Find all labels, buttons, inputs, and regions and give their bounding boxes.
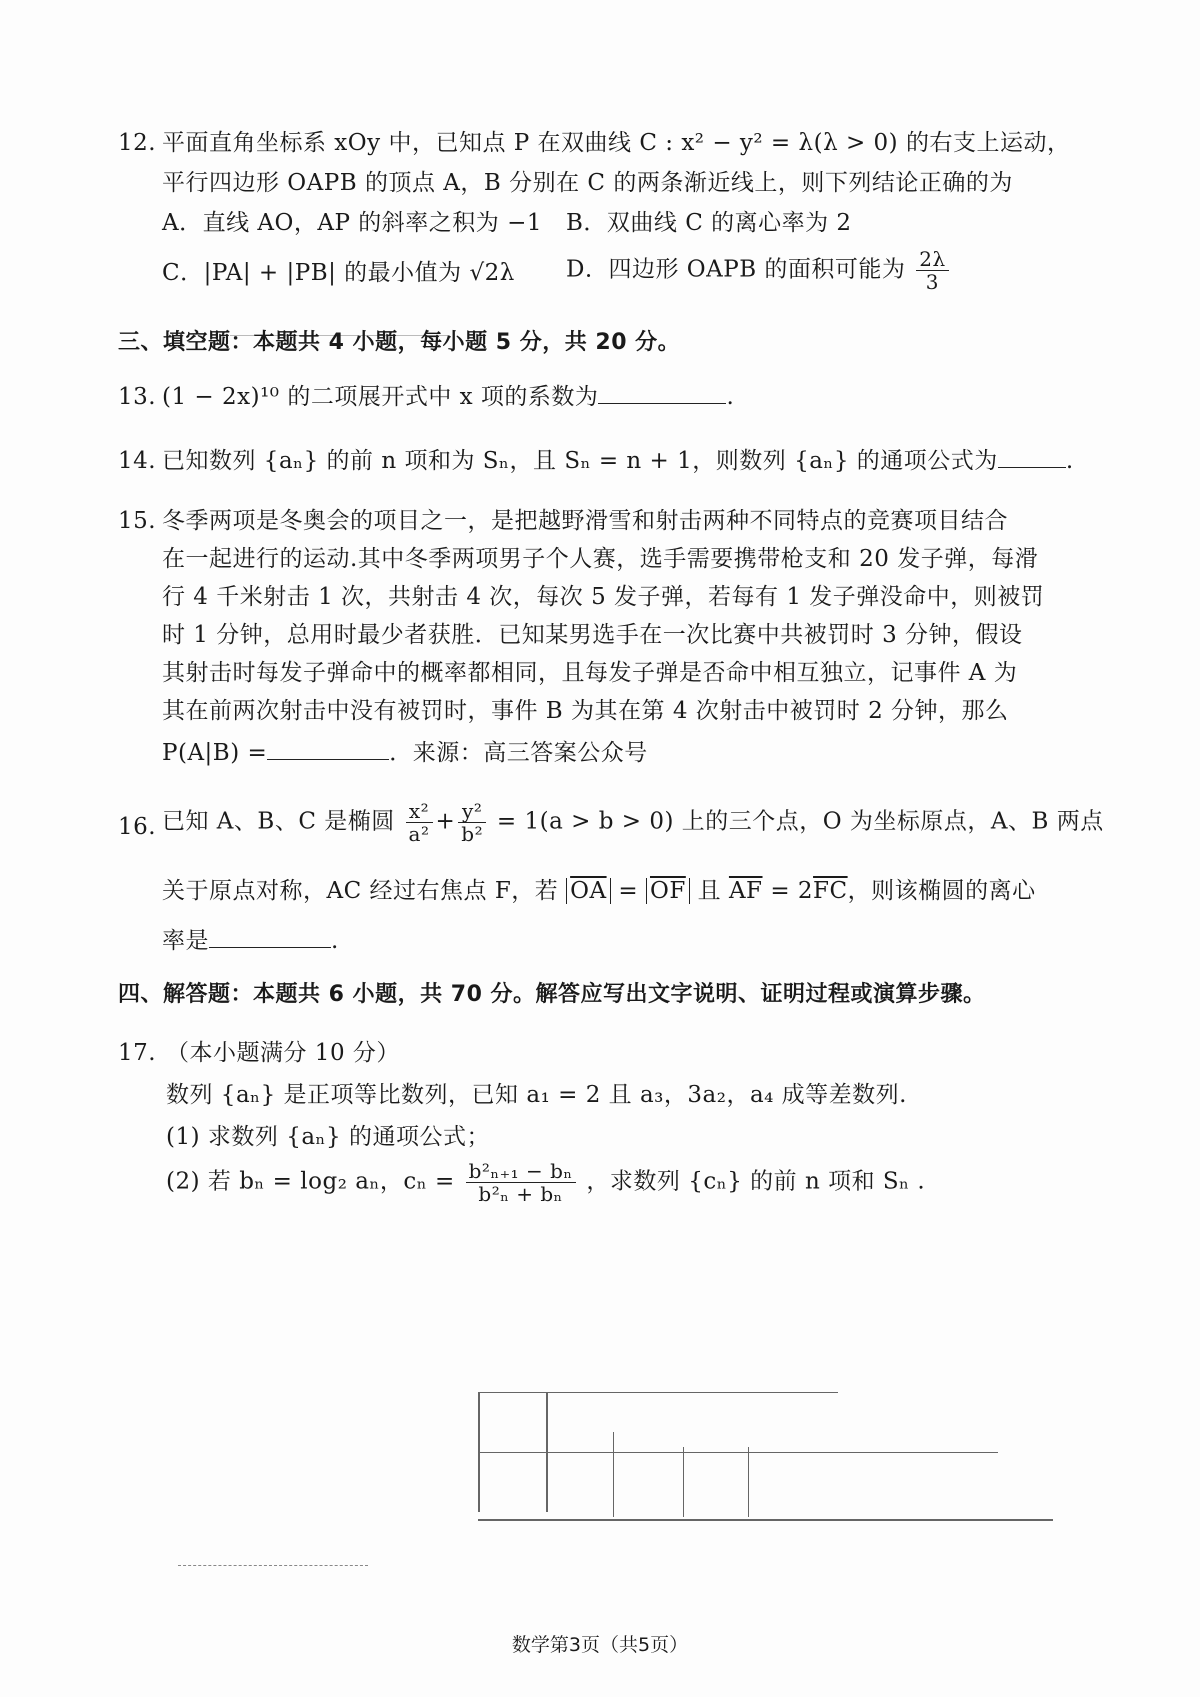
vector-af: $\overline{AF}$ <box>728 878 763 904</box>
q16-text-f: ，则该椭圆的离心 <box>847 878 1036 904</box>
q15-source-note: ．来源：高三答案公众号 <box>389 740 648 766</box>
ellipse-y-fraction <box>458 800 486 845</box>
q17-number: 17. <box>118 1040 157 1066</box>
q15-probability: P(A|B) = <box>162 740 268 766</box>
fraction-numerator: y² <box>458 800 486 823</box>
equals-sign: = <box>618 878 639 904</box>
answer-blank <box>267 758 389 760</box>
q15-line1: 冬季两项是冬奥会的项目之一，是把越野滑雪和射击两种不同特点的竞赛项目结合 <box>162 508 1008 534</box>
fraction-numerator: b²ₙ₊₁ − bₙ <box>466 1160 576 1183</box>
q15-line7 <box>162 738 648 768</box>
q17-part2 <box>166 1160 925 1205</box>
q16-text-e: = 2 <box>770 878 814 904</box>
q12-number: 12. <box>118 130 157 156</box>
q12-line2: 平行四边形 OAPB 的顶点 A，B 分别在 C 的两条渐近线上，则下列结论正确的为 <box>162 170 1013 196</box>
vector-of: $\overline{OF}$ <box>649 878 686 904</box>
q12-option-b: B．双曲线 C 的离心率为 2 <box>566 210 852 236</box>
q16-number: 16. <box>118 814 157 840</box>
q14-line <box>162 446 1074 476</box>
answer-blank <box>998 466 1066 468</box>
plus-sign: + <box>435 808 456 835</box>
q16-text-b: = 1(a > b > 0) 上的三个点，O 为坐标原点，A、B 两点 <box>496 808 1104 835</box>
section-4-heading: 四、解答题：本题共 6 小题，共 70 分。解答应写出文字说明、证明过程或演算步骤。 <box>118 982 986 1007</box>
vector-of-magnitude <box>646 878 690 904</box>
dashed-rule <box>178 1565 368 1566</box>
q12-option-d-text: D．四边形 OAPB 的面积可能为 <box>566 256 906 283</box>
q13-end: . <box>726 384 735 410</box>
q17-stem: 数列 {aₙ} 是正项等比数列，已知 a₁ = 2 且 a₃，3a₂，a₄ 成等差数列. <box>166 1082 907 1108</box>
q16-line1 <box>162 800 1104 845</box>
q16-line3 <box>162 926 339 956</box>
q15-line4: 时 1 分钟，总用时最少者获胜．已知某男选手在一次比赛中共被罚时 3 分钟，假设 <box>162 622 1023 648</box>
q15-line6: 其在前两次射击中没有被罚时，事件 B 为其在第 4 次射击中被罚时 2 分钟，那么 <box>162 698 1009 724</box>
cn-fraction <box>466 1160 576 1205</box>
q13-line <box>162 382 734 412</box>
q14-number: 14. <box>118 448 157 474</box>
q16-text-a: 已知 A、B、C 是椭圆 <box>162 808 395 835</box>
answer-blank <box>209 946 331 948</box>
q12-option-c: C．|PA| + |PB| 的最小值为 √2λ <box>162 260 515 286</box>
score-table-grid <box>478 1392 1053 1527</box>
q15-number: 15. <box>118 508 157 534</box>
q13-text: (1 − 2x)¹⁰ 的二项展开式中 x 项的系数为 <box>162 384 599 410</box>
q17-part1: (1) 求数列 {aₙ} 的通项公式； <box>166 1124 490 1150</box>
fraction-numerator: x² <box>406 800 433 823</box>
q17-part2-text-b: ，求数列 {cₙ} 的前 n 项和 Sₙ . <box>586 1168 926 1195</box>
ellipse-x-fraction <box>406 800 433 845</box>
fraction-denominator: b² <box>461 822 484 846</box>
section-3-heading: 三、填空题：本题共 4 小题，每小题 5 分，共 20 分。 <box>118 330 681 355</box>
q16-end: . <box>331 928 339 954</box>
q15-line5: 其射击时每发子弹命中的概率都相同，且每发子弹是否命中相互独立，记事件 A 为 <box>162 660 1018 686</box>
fraction-denominator: 3 <box>925 270 940 294</box>
q14-text: 已知数列 {aₙ} 的前 n 项和为 Sₙ，且 Sₙ = n + 1，则数列 {aₙ} 的通项公式为 <box>162 448 998 474</box>
vector-oa-magnitude <box>566 878 610 904</box>
page-footer: 数学第3页（共5页） <box>511 1634 689 1656</box>
q16-text-g: 率是 <box>162 928 209 954</box>
q16-text-d: 且 <box>697 878 722 904</box>
fraction-denominator: a² <box>408 822 430 846</box>
fraction-denominator: b²ₙ + bₙ <box>478 1182 563 1206</box>
q17-part2-text-a: (2) 若 bₙ = log₂ aₙ，cₙ = <box>166 1168 455 1195</box>
q15-line3: 行 4 千米射击 1 次，共射击 4 次，每次 5 发子弹，若每有 1 发子弹没命中，则被罚 <box>162 584 1045 610</box>
q12-line1: 平面直角坐标系 xOy 中，已知点 P 在双曲线 C : x² − y² = λ(λ > 0) 的右支上运动， <box>162 130 1071 156</box>
q15-line2: 在一起进行的运动.其中冬季两项男子个人赛，选手需要携带枪支和 20 发子弹，每滑 <box>162 546 1039 572</box>
answer-blank <box>598 402 726 404</box>
q12-option-d <box>566 248 952 293</box>
q16-text-c: 关于原点对称，AC 经过右焦点 F，若 <box>162 878 559 904</box>
vector-fc: $\overline{FC}$ <box>813 878 848 904</box>
vector-oa: $\overline{OA}$ <box>570 878 607 904</box>
q16-line2 <box>162 876 1036 906</box>
q13-number: 13. <box>118 384 157 410</box>
q14-end: . <box>1065 448 1074 474</box>
q17-heading: （本小题满分 10 分） <box>166 1040 400 1066</box>
q12-option-d-fraction <box>916 248 948 293</box>
q12-option-a: A．直线 AO，AP 的斜率之积为 −1 <box>162 210 542 236</box>
fraction-numerator: 2λ <box>916 248 948 271</box>
